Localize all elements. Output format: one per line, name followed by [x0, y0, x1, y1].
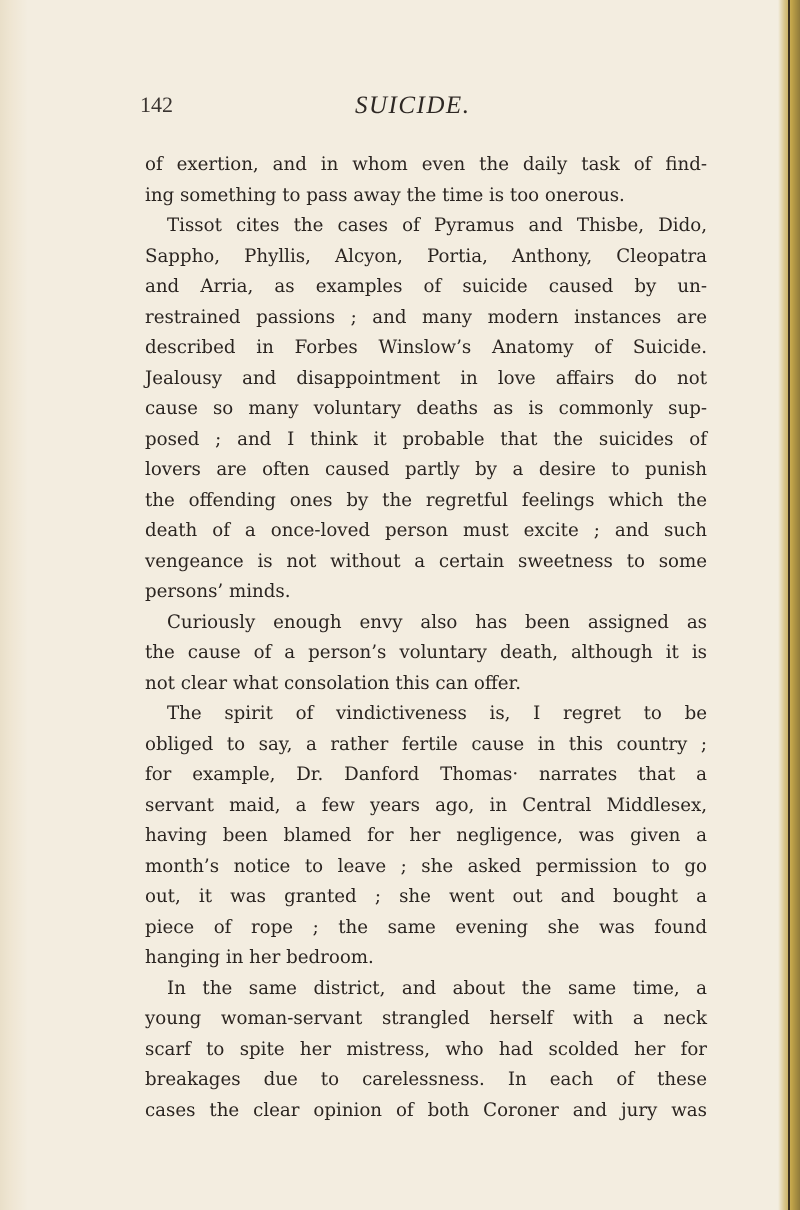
text-line: ing something to pass away the time is too onerous. — [145, 184, 625, 206]
text-line: posed ; and I think it probable that the suicides of — [145, 428, 707, 450]
text-line: for example, Dr. Danford Thomas· narrates that a — [145, 764, 707, 785]
body-text — [145, 150, 707, 1126]
text-line: described in Forbes Winslow’s Anatomy of Suicide. — [145, 337, 707, 358]
text-line: scarf to spite her mistress, who had scolded her for — [145, 1038, 707, 1060]
text-line: obliged to say, a rather fertile cause in this country ; — [145, 733, 707, 755]
page-number: 142 — [140, 92, 173, 117]
text-line: out, it was granted ; she went out and bought a — [145, 886, 707, 907]
text-line: vengeance is not without a certain sweetness to some — [145, 550, 707, 572]
text-line: Tissot cites the cases of Pyramus and Thisbe, Dido, — [167, 215, 707, 236]
text-line: the offending ones by the regretful feelings which the — [145, 489, 707, 511]
text-line: not clear what consolation this can offer. — [145, 672, 522, 694]
page-left-edge — [0, 0, 28, 1210]
text-line: breakages due to carelessness. In each of these — [145, 1069, 707, 1090]
text-line: hanging in her bedroom. — [145, 947, 374, 968]
text-line: restrained passions ; and many modern instances are — [145, 306, 707, 328]
text-line: the cause of a person’s voluntary death, although it is — [145, 642, 707, 663]
text-line: persons’ minds. — [145, 581, 291, 602]
text-line: having been blamed for her negligence, was given a — [145, 825, 707, 846]
text-line: Curiously enough envy also has been assigned as — [167, 611, 707, 633]
text-line: Jealousy and disappointment in love affairs do not — [145, 367, 707, 389]
text-line: piece of rope ; the same evening she was found — [145, 916, 707, 938]
text-line: Sappho, Phyllis, Alcyon, Portia, Anthony, Cleopatra — [145, 245, 707, 267]
page-edge-line — [788, 0, 790, 1210]
text-line: cause so many voluntary deaths as is commonly sup- — [145, 398, 707, 419]
text-line: death of a once-loved person must excite ; and such — [145, 520, 707, 541]
text-line: lovers are often caused partly by a desire to punish — [145, 459, 707, 480]
text-line: of exertion, and in whom even the daily task of find- — [145, 154, 707, 175]
text-line: In the same district, and about the same time, a — [167, 977, 707, 999]
text-line: young woman-servant strangled herself with a neck — [145, 1008, 707, 1029]
text-line: servant maid, a few years ago, in Central Middlesex, — [145, 794, 707, 816]
running-head: SUICIDE. — [355, 92, 471, 119]
text-line: cases the clear opinion of both Coroner and jury was — [145, 1099, 707, 1121]
text-line: and Arria, as examples of suicide caused by un- — [145, 276, 707, 297]
text-line: The spirit of vindictiveness is, I regret to be — [167, 703, 707, 724]
page-header — [0, 92, 800, 132]
text-line: month’s notice to leave ; she asked permission to go — [145, 855, 707, 877]
